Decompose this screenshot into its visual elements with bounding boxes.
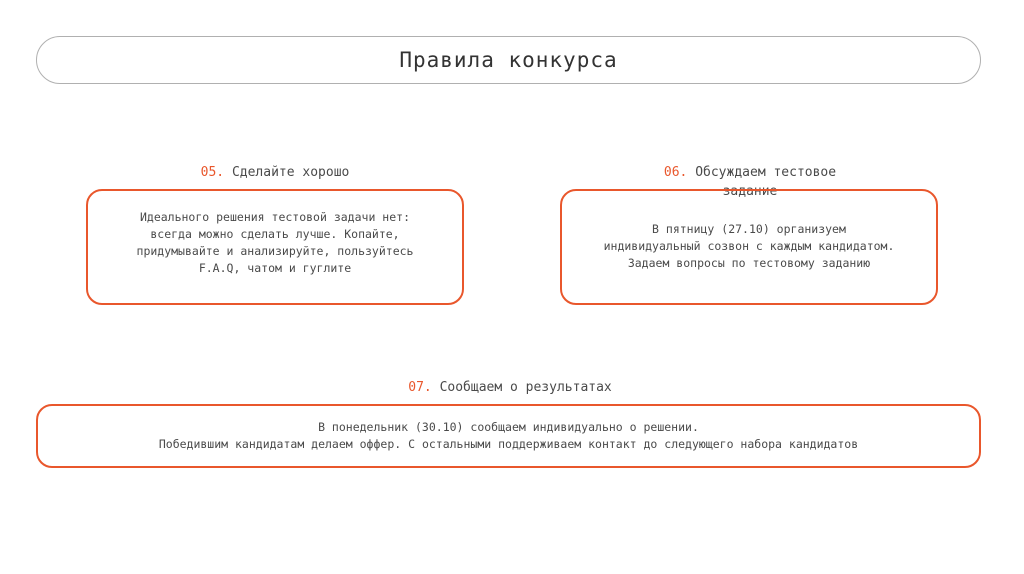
section-07-body — [159, 419, 858, 453]
section-06-line: Задаем вопросы по тестовому заданию — [627, 255, 871, 270]
section-05-body — [137, 209, 414, 277]
page-title: Правила конкурса — [399, 48, 618, 72]
section-07-heading — [300, 378, 720, 397]
section-07-number: 07. — [408, 380, 432, 395]
section-06-title-line1: Обсуждаем тестовое — [695, 165, 837, 180]
section-05-line: придумывайте и анализируйте, пользуйтесь — [136, 244, 414, 258]
section-07-title: Сообщаем о результатах — [439, 380, 612, 395]
section-05-line: F.A.Q, чатом и гуглите — [198, 261, 352, 275]
section-07-line: Победившим кандидатам делаем оффер. С остальными поддерживаем контакт до следующего набора кандидатов — [158, 437, 859, 451]
section-07-card — [36, 404, 981, 468]
section-05-title: Сделайте хорошо — [231, 165, 350, 180]
section-06-number: 06. — [663, 165, 688, 180]
section-07-line: В понедельник (30.10) сообщаем индивидуально о решении. — [318, 420, 699, 434]
section-06-title-line2: задание — [722, 184, 778, 199]
section-06-body — [604, 221, 895, 272]
section-06-card — [560, 189, 938, 305]
section-06-line: В пятницу (27.10) организуем — [652, 221, 846, 236]
section-06-line: индивидуальный созвон с каждым кандидатом. — [603, 238, 895, 253]
section-05-line: всегда можно сделать лучше. Копайте, — [150, 227, 400, 241]
section-05-card — [86, 189, 464, 305]
section-05-number: 05. — [200, 165, 225, 180]
title-bar — [36, 36, 981, 84]
section-05-heading — [160, 163, 390, 182]
section-05-line: Идеального решения тестовой задачи нет: — [139, 210, 410, 224]
